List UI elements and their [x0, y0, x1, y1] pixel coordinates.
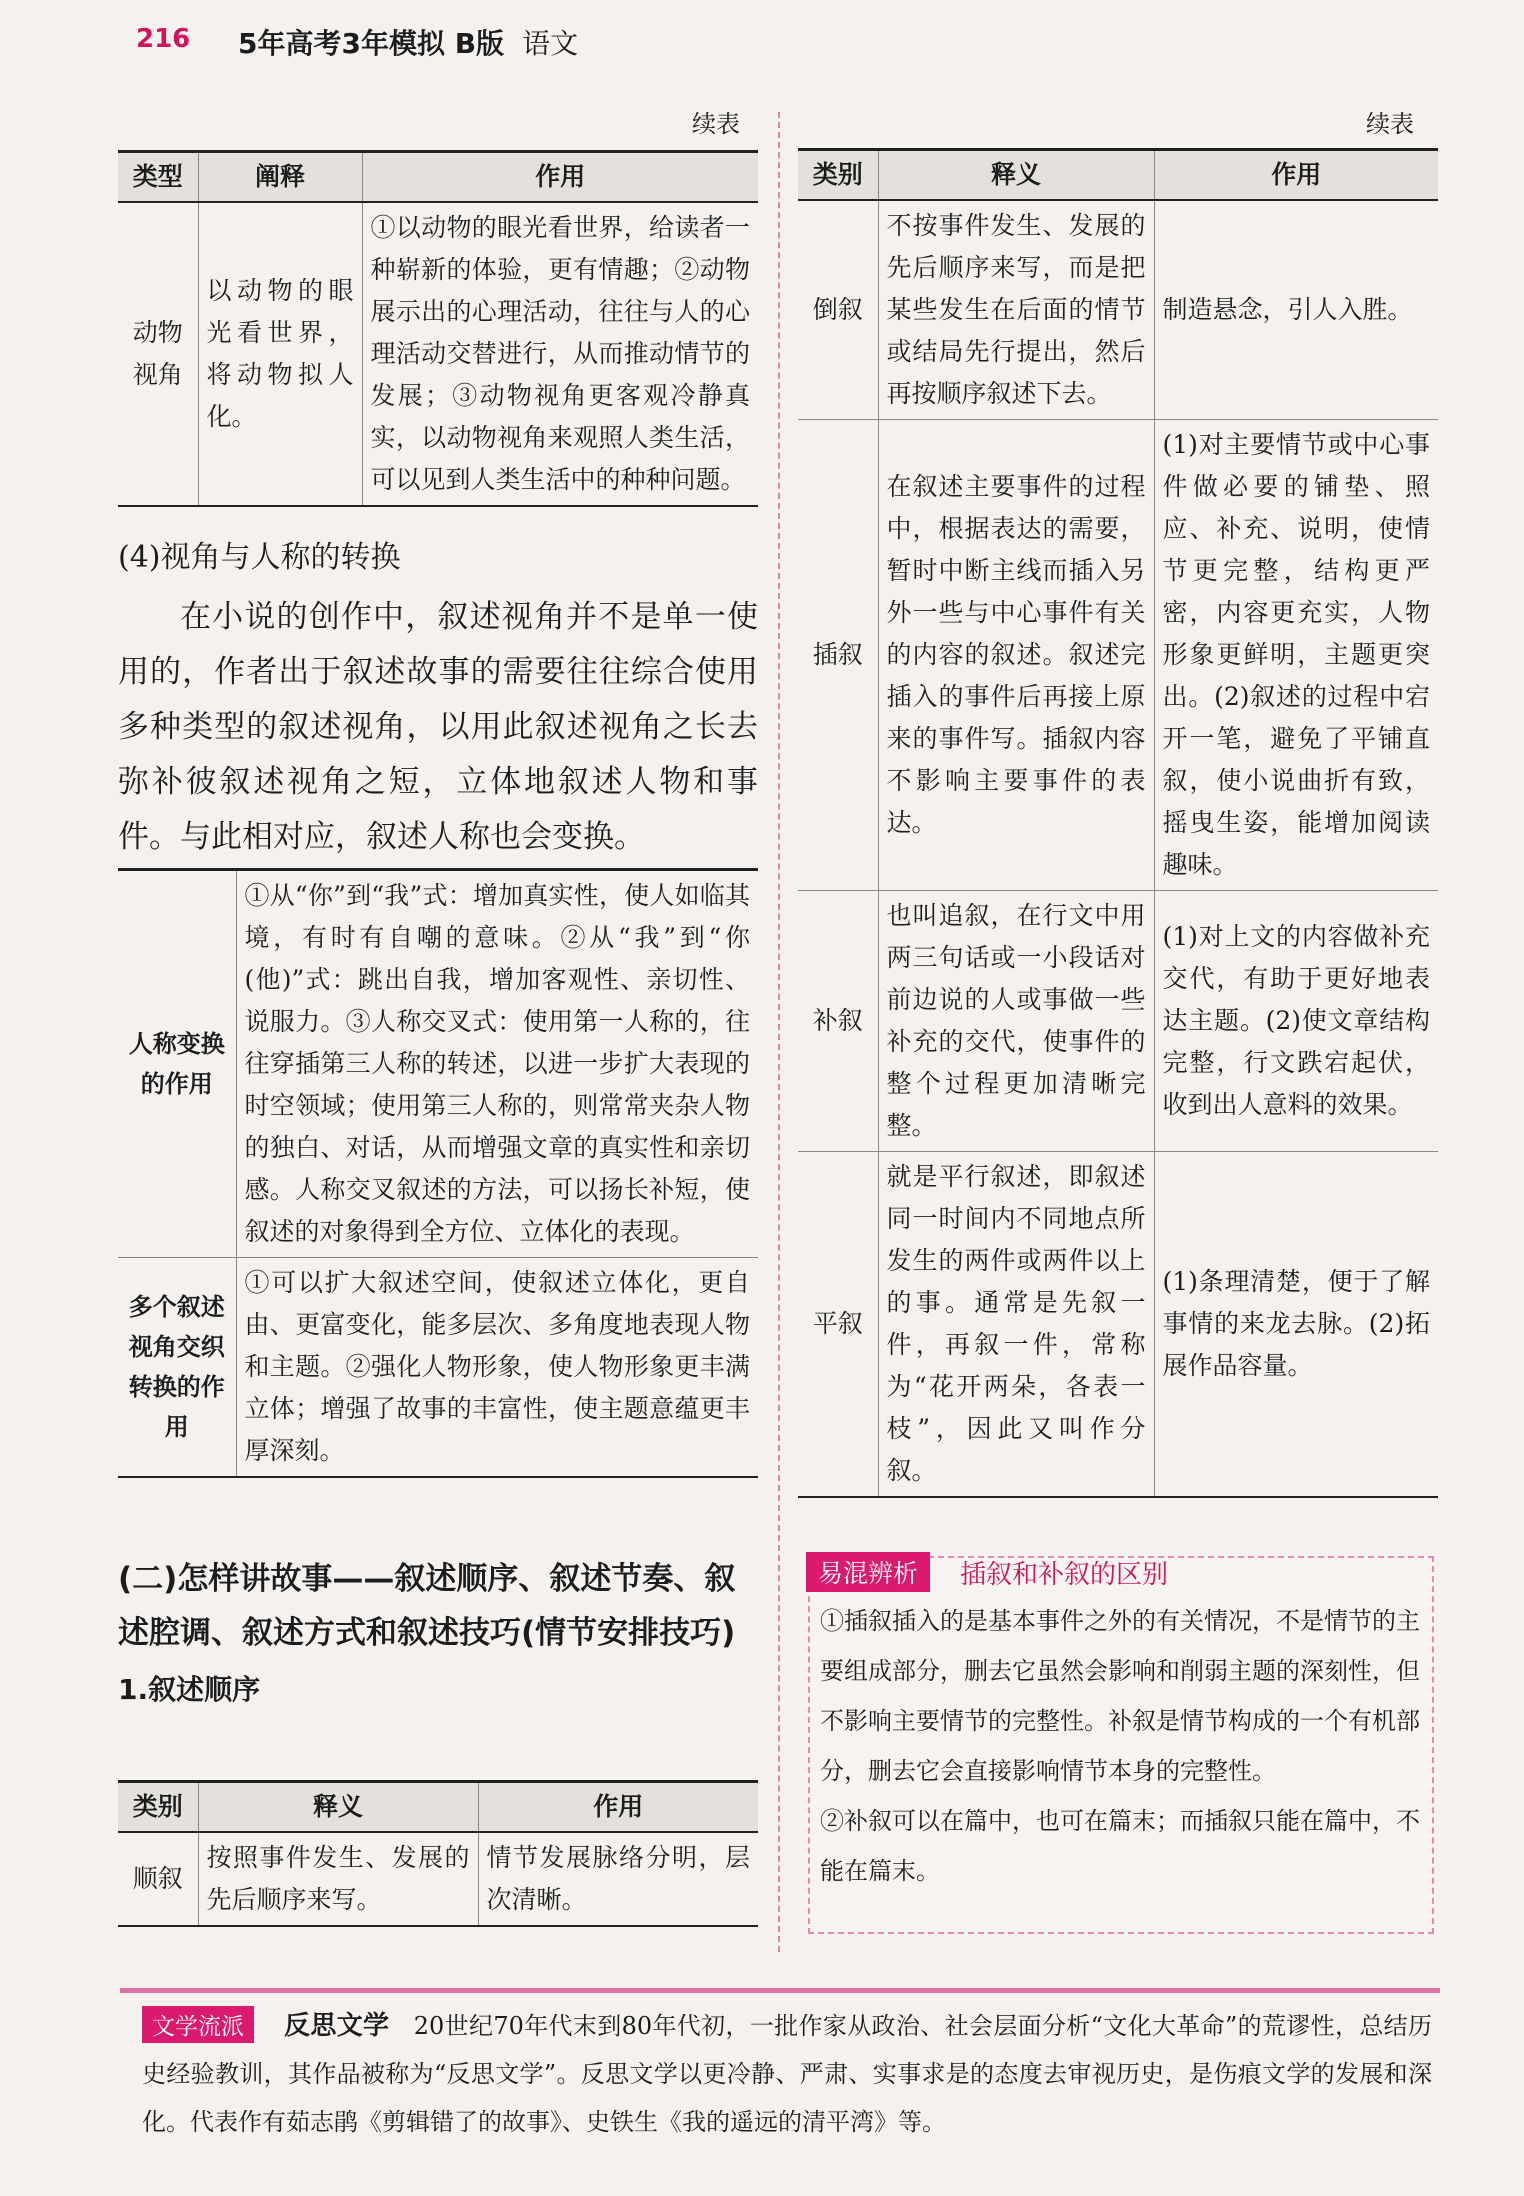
book-subject: 语文: [522, 27, 579, 60]
type-cell: 补叙: [798, 891, 878, 1152]
effect-cell: (1)对主要情节或中心事件做必要的铺垫、照应、补充、说明，使情节更完整，结构更严密，内容更充实，人物形象更鲜明，主题更突出。(2)叙述的过程中宕开一笔，避免了平铺直叙，使小说曲折有致，摇曳生姿，能增加阅读趣味。: [1154, 420, 1438, 891]
sequence-table: [118, 1780, 758, 1927]
row-text: ①从“你”到“我”式：增加真实性，使人如临其境，有时有自嘲的意味。②从“我”到“你(他)”式：跳出自我，增加客观性、亲切性、说服力。③人称交叉式：使用第一人称的，往往穿插第三人称的转述，以进一步扩大表现的时空领域；使用第三人称的，则常常夹杂人物的独白、对话，从而增强文章的真实性和亲切感。人称交叉叙述的方法，可以扬长补短，使叙述的对象得到全方位、立体化的表现。: [236, 870, 758, 1258]
note-paragraph-1: ①插叙插入的是基本事件之外的有关情况，不是情节的主要组成部分，删去它虽然会影响和削弱主题的深刻性，但不影响主要情节的完整性。补叙是情节构成的一个有机部分，删去它会直接影响情节本身的完整性。: [820, 1607, 1420, 1785]
table-row: [798, 891, 1438, 1152]
type-cell: 插叙: [798, 420, 878, 891]
person-switch-table: [118, 868, 758, 1478]
effect-cell: 情节发展脉络分明，层次清晰。: [478, 1832, 758, 1926]
table-row: [798, 200, 1438, 420]
row-label: 人称变换的作用: [118, 870, 236, 1258]
header-type: 类型: [118, 152, 198, 203]
book-title: [238, 22, 578, 62]
note-paragraph-2: ②补叙可以在篇中，也可在篇末；而插叙只能在篇中，不能在篇末。: [820, 1807, 1420, 1885]
explain-cell: 在叙述主要事件的过程中，根据表达的需要，暂时中断主线而插入另外一些与中心事件有关的内容的叙述。叙述完插入的事件后再接上原来的事件写。插叙内容不影响主要事件的表达。: [878, 420, 1154, 891]
table-row: [118, 1832, 758, 1926]
explain-cell: 也叫追叙，在行文中用两三句话或一小段话对前边说的人或事做一些补充的交代，使事件的整个过程更加清晰完整。: [878, 891, 1154, 1152]
effect-cell: ①以动物的眼光看世界，给读者一种崭新的体验，更有情趣；②动物展示出的心理活动，往往与人的心理活动交替进行，从而推动情节的发展；③动物视角更客观冷静真实，以动物视角来观照人类生活，可以见到人类生活中的种种问题。: [362, 202, 758, 506]
section-storytelling: [118, 1552, 758, 1708]
section-paragraph: 在小说的创作中，叙述视角并不是单一使用的，作者出于叙述故事的需要往往综合使用多种类型的叙述视角，以用此叙述视角之长去弥补彼叙述视角之短，立体地叙述人物和事件。与此相对应，叙述人称也会变换。: [118, 599, 758, 855]
right-continued-label: 续表: [1366, 110, 1414, 138]
section-perspective-switch: [118, 532, 758, 865]
row-text: ①可以扩大叙述空间，使叙述立体化，更自由、更富变化，能多层次、多角度地表现人物和主题。②强化人物形象，使人物形象更丰满立体；增强了故事的丰富性，使主题意蕴更丰厚深刻。: [236, 1258, 758, 1478]
header-effect: 作用: [478, 1782, 758, 1833]
footer-divider: [120, 1988, 1440, 1993]
explain-cell: 不按事件发生、发展的先后顺序来写，而是把某些发生在后面的情节或结局先行提出，然后再按顺序叙述下去。: [878, 200, 1154, 420]
perspective-table: [118, 150, 758, 507]
column-divider: [778, 112, 780, 1952]
left-continued-label: 续表: [692, 110, 740, 138]
footer-tag: 文学流派: [142, 2006, 254, 2043]
type-cell: 动物视角: [118, 202, 198, 506]
header-explain: 阐释: [198, 152, 362, 203]
header-effect: 作用: [1154, 150, 1438, 201]
narration-table: [798, 148, 1438, 1498]
note-text: [820, 1596, 1420, 1896]
page-number: 216: [136, 24, 191, 54]
table-row: [118, 202, 758, 506]
footer-title: 反思文学: [284, 2011, 390, 2041]
header-explain: 释义: [878, 150, 1154, 201]
footer-body: 20世纪70年代末到80年代初，一批作家从政治、社会层面分析“文化大革命”的荒谬性，总结历史经验教训，其作品被称为“反思文学”。反思文学以更冷静、严肃、实事求是的态度去审视历史，是伤痕文学的发展和深化。代表作有茹志鹃《剪辑错了的故事》、史铁生《我的遥远的清平湾》等。: [142, 2012, 1433, 2136]
explain-cell: 按照事件发生、发展的先后顺序来写。: [198, 1832, 478, 1926]
note-title: 插叙和补叙的区别: [960, 1560, 1169, 1590]
explain-cell: 以动物的眼光看世界，将动物拟人化。: [198, 202, 362, 506]
table-header-row: [118, 1782, 758, 1833]
table-header-row: [118, 152, 758, 203]
table-header-row: [798, 150, 1438, 201]
footer-text: [142, 2002, 1432, 2146]
section-heading: (4)视角与人称的转换: [118, 540, 401, 575]
note-tag: 易混辨析: [806, 1552, 930, 1592]
table-row: [118, 870, 758, 1258]
header-type: 类别: [118, 1782, 198, 1833]
subsection-heading: 1.叙述顺序: [118, 1673, 261, 1706]
book-name: 5年高考3年模拟 B版: [238, 27, 505, 60]
explain-cell: 就是平行叙述，即叙述同一时间内不同地点所发生的两件或两件以上的事。通常是先叙一件，再叙一件，常称为“花开两朵，各表一枝”，因此又叫作分叙。: [878, 1152, 1154, 1498]
type-cell: 顺叙: [118, 1832, 198, 1926]
section-heading: (二)怎样讲故事——叙述顺序、叙述节奏、叙述腔调、叙述方式和叙述技巧(情节安排技巧): [118, 1561, 736, 1651]
table-row: [798, 420, 1438, 891]
effect-cell: (1)对上文的内容做补充交代，有助于更好地表达主题。(2)使文章结构完整，行文跌宕起伏，收到出人意料的效果。: [1154, 891, 1438, 1152]
effect-cell: 制造悬念，引人入胜。: [1154, 200, 1438, 420]
table-row: [798, 1152, 1438, 1498]
header-explain: 释义: [198, 1782, 478, 1833]
type-cell: 倒叙: [798, 200, 878, 420]
type-cell: 平叙: [798, 1152, 878, 1498]
header-effect: 作用: [362, 152, 758, 203]
table-row: [118, 1258, 758, 1478]
header-type: 类别: [798, 150, 878, 201]
row-label: 多个叙述视角交织转换的作用: [118, 1258, 236, 1478]
effect-cell: (1)条理清楚，便于了解事情的来龙去脉。(2)拓展作品容量。: [1154, 1152, 1438, 1498]
